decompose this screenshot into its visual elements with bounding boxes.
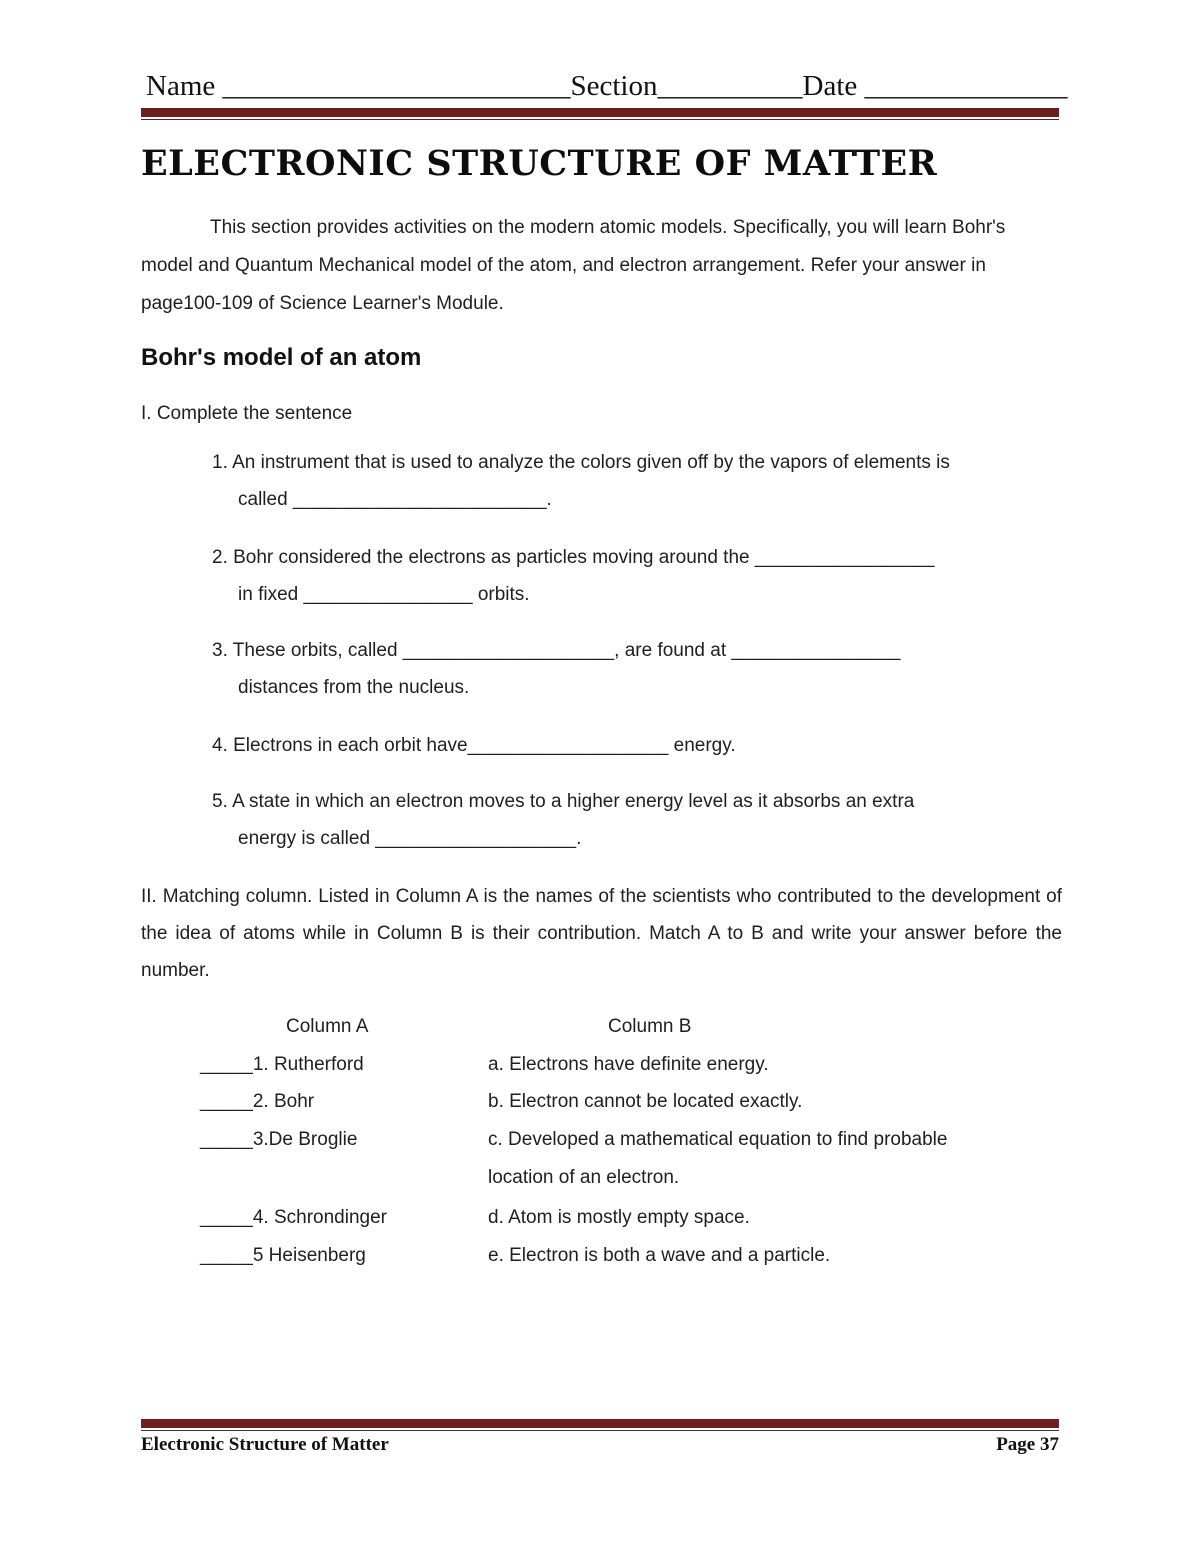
intro-paragraph <box>141 209 1061 323</box>
question-3-line2: distances from the nucleus. <box>238 677 470 698</box>
intro-text: This section provides activities on the modern atomic models. Specifically, you will learn Bohr's model and Quantum Mechanical model of the atom, and electron arrangement. Refer your answer in page100-109 of Science Learner's Module. <box>141 217 1006 314</box>
question-5-line1: 5. A state in which an electron moves to a higher energy level as it absorbs an extra <box>212 791 915 812</box>
question-1 <box>212 444 1060 518</box>
page-number: Page 37 <box>996 1434 1059 1455</box>
section-blank: __________ <box>657 70 803 102</box>
column-b-item-c: c. Developed a mathematical equation to find probable location of an electron. <box>488 1129 948 1188</box>
date-blank: ______________ <box>864 70 1068 102</box>
page-title: ELECTRONIC STRUCTURE OF MATTER <box>141 143 938 184</box>
column-b-item-d: d. Atom is mostly empty space. <box>488 1207 750 1228</box>
name-section-date-line <box>146 70 1068 103</box>
question-1-line2: called ________________________. <box>238 489 552 510</box>
column-a-item-5: _____5 Heisenberg <box>200 1245 366 1266</box>
column-a-item-4: _____4. Schrondinger <box>200 1207 387 1228</box>
header-rule-thin <box>141 119 1059 120</box>
part2-intro: II. Matching column. Listed in Column A is the names of the scientists who contributed to the development of the idea of atoms while in Column B is their contribution. Match A to B and write your answer before the number. <box>141 886 1062 981</box>
column-b-header: Column B <box>608 1016 692 1037</box>
footer-rule <box>141 1419 1059 1428</box>
name-blank: ________________________ <box>222 70 571 102</box>
footer-rule-thin <box>141 1430 1059 1431</box>
question-2 <box>212 539 1060 613</box>
section-heading: Bohr's model of an atom <box>141 344 422 371</box>
column-a-item-1: _____1. Rutherford <box>200 1054 364 1075</box>
question-2-line1: 2. Bohr considered the electrons as particles moving around the _________________ <box>212 547 935 568</box>
question-4-line1: 4. Electrons in each orbit have___________________ energy. <box>212 735 736 756</box>
part1-label: I. Complete the sentence <box>141 403 353 424</box>
question-5-line2: energy is called ___________________. <box>238 828 582 849</box>
column-a-header: Column A <box>286 1016 369 1037</box>
question-4 <box>212 727 1060 764</box>
footer-document-title: Electronic Structure of Matter <box>141 1434 389 1455</box>
question-3-line1: 3. These orbits, called ____________________, are found at ________________ <box>212 640 901 661</box>
question-3 <box>212 632 1060 706</box>
column-b-item-e: e. Electron is both a wave and a particle. <box>488 1245 831 1266</box>
section-label: Section <box>570 70 658 102</box>
column-a-item-2: _____2. Bohr <box>200 1091 315 1112</box>
column-b-item-a: a. Electrons have definite energy. <box>488 1054 769 1075</box>
question-1-line1: 1. An instrument that is used to analyze the colors given off by the vapors of elements is <box>212 452 950 473</box>
question-2-line2: in fixed ________________ orbits. <box>238 584 530 605</box>
header-rule <box>141 108 1059 117</box>
date-label: Date <box>802 70 858 102</box>
name-label: Name <box>146 70 216 102</box>
column-a-item-3: _____3.De Broglie <box>200 1129 358 1150</box>
question-5 <box>212 783 1060 857</box>
column-b-item-b: b. Electron cannot be located exactly. <box>488 1091 803 1112</box>
